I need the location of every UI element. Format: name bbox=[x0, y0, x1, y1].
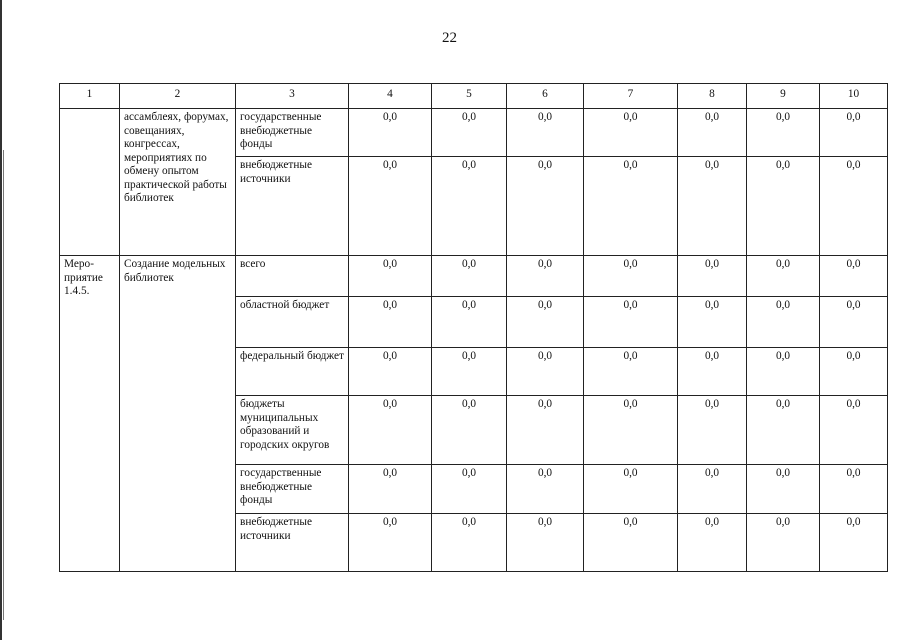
funding-table bbox=[59, 83, 888, 572]
value-cell: 0,0 bbox=[584, 157, 678, 256]
page-number: 22 bbox=[442, 30, 457, 46]
value-cell: 0,0 bbox=[678, 348, 747, 396]
value-cell: 0,0 bbox=[747, 465, 820, 514]
value-cell: 0,0 bbox=[820, 297, 888, 348]
value-cell: 0,0 bbox=[584, 396, 678, 465]
column-numbers-row bbox=[60, 84, 888, 109]
value-cell: 0,0 bbox=[507, 297, 584, 348]
value-cell: 0,0 bbox=[349, 465, 432, 514]
value-cell: 0,0 bbox=[584, 256, 678, 297]
value-cell: 0,0 bbox=[747, 348, 820, 396]
value-cell: 0,0 bbox=[432, 109, 507, 157]
value-cell: 0,0 bbox=[349, 256, 432, 297]
column-number: 6 bbox=[507, 84, 584, 109]
value-cell: 0,0 bbox=[584, 465, 678, 514]
column-number: 8 bbox=[678, 84, 747, 109]
value-cell: 0,0 bbox=[820, 514, 888, 572]
value-cell: 0,0 bbox=[584, 297, 678, 348]
value-cell: 0,0 bbox=[432, 297, 507, 348]
value-cell: 0,0 bbox=[432, 514, 507, 572]
value-cell: 0,0 bbox=[747, 514, 820, 572]
value-cell: 0,0 bbox=[432, 256, 507, 297]
funding-source: областной бюджет bbox=[236, 297, 349, 348]
value-cell: 0,0 bbox=[820, 465, 888, 514]
column-number: 5 bbox=[432, 84, 507, 109]
table-row bbox=[60, 256, 888, 297]
value-cell: 0,0 bbox=[432, 396, 507, 465]
column-number: 4 bbox=[349, 84, 432, 109]
value-cell: 0,0 bbox=[432, 157, 507, 256]
value-cell: 0,0 bbox=[507, 256, 584, 297]
value-cell: 0,0 bbox=[747, 297, 820, 348]
value-cell: 0,0 bbox=[678, 465, 747, 514]
table-row bbox=[60, 109, 888, 157]
value-cell: 0,0 bbox=[507, 465, 584, 514]
value-cell: 0,0 bbox=[584, 109, 678, 157]
value-cell: 0,0 bbox=[507, 109, 584, 157]
funding-source: государственные внебюджетные фонды bbox=[236, 465, 349, 514]
value-cell: 0,0 bbox=[747, 256, 820, 297]
value-cell: 0,0 bbox=[432, 348, 507, 396]
column-number: 10 bbox=[820, 84, 888, 109]
column-number: 7 bbox=[584, 84, 678, 109]
event-code-cell bbox=[60, 109, 120, 256]
value-cell: 0,0 bbox=[820, 348, 888, 396]
value-cell: 0,0 bbox=[349, 396, 432, 465]
value-cell: 0,0 bbox=[584, 348, 678, 396]
value-cell: 0,0 bbox=[678, 297, 747, 348]
value-cell: 0,0 bbox=[507, 348, 584, 396]
funding-source: государственные внебюджетные фонды bbox=[236, 109, 349, 157]
scan-edge bbox=[0, 0, 2, 640]
value-cell: 0,0 bbox=[432, 465, 507, 514]
funding-source: внебюджетные источники bbox=[236, 157, 349, 256]
value-cell: 0,0 bbox=[820, 109, 888, 157]
value-cell: 0,0 bbox=[349, 109, 432, 157]
event-name-cell: ассамблеях, форумах, совещаниях, конгрессах, мероприятиях по обмену опытом практической работы библиотек bbox=[120, 109, 236, 256]
value-cell: 0,0 bbox=[747, 157, 820, 256]
value-cell: 0,0 bbox=[678, 256, 747, 297]
value-cell: 0,0 bbox=[584, 514, 678, 572]
value-cell: 0,0 bbox=[747, 396, 820, 465]
column-number: 9 bbox=[747, 84, 820, 109]
value-cell: 0,0 bbox=[349, 157, 432, 256]
value-cell: 0,0 bbox=[507, 157, 584, 256]
value-cell: 0,0 bbox=[678, 109, 747, 157]
value-cell: 0,0 bbox=[678, 157, 747, 256]
column-number: 1 bbox=[60, 84, 120, 109]
funding-source: всего bbox=[236, 256, 349, 297]
column-number: 3 bbox=[236, 84, 349, 109]
value-cell: 0,0 bbox=[820, 256, 888, 297]
event-name-cell: Создание модельных библиотек bbox=[120, 256, 236, 572]
column-number: 2 bbox=[120, 84, 236, 109]
event-code-cell: Меро-приятие 1.4.5. bbox=[60, 256, 120, 572]
value-cell: 0,0 bbox=[349, 514, 432, 572]
value-cell: 0,0 bbox=[678, 514, 747, 572]
value-cell: 0,0 bbox=[349, 348, 432, 396]
value-cell: 0,0 bbox=[349, 297, 432, 348]
value-cell: 0,0 bbox=[820, 396, 888, 465]
value-cell: 0,0 bbox=[507, 396, 584, 465]
value-cell: 0,0 bbox=[747, 109, 820, 157]
funding-source: внебюджетные источники bbox=[236, 514, 349, 572]
scan-edge-shadow bbox=[3, 150, 4, 620]
funding-source: бюджеты муниципальных образований и городских округов bbox=[236, 396, 349, 465]
value-cell: 0,0 bbox=[820, 157, 888, 256]
value-cell: 0,0 bbox=[507, 514, 584, 572]
funding-source: федеральный бюджет bbox=[236, 348, 349, 396]
value-cell: 0,0 bbox=[678, 396, 747, 465]
